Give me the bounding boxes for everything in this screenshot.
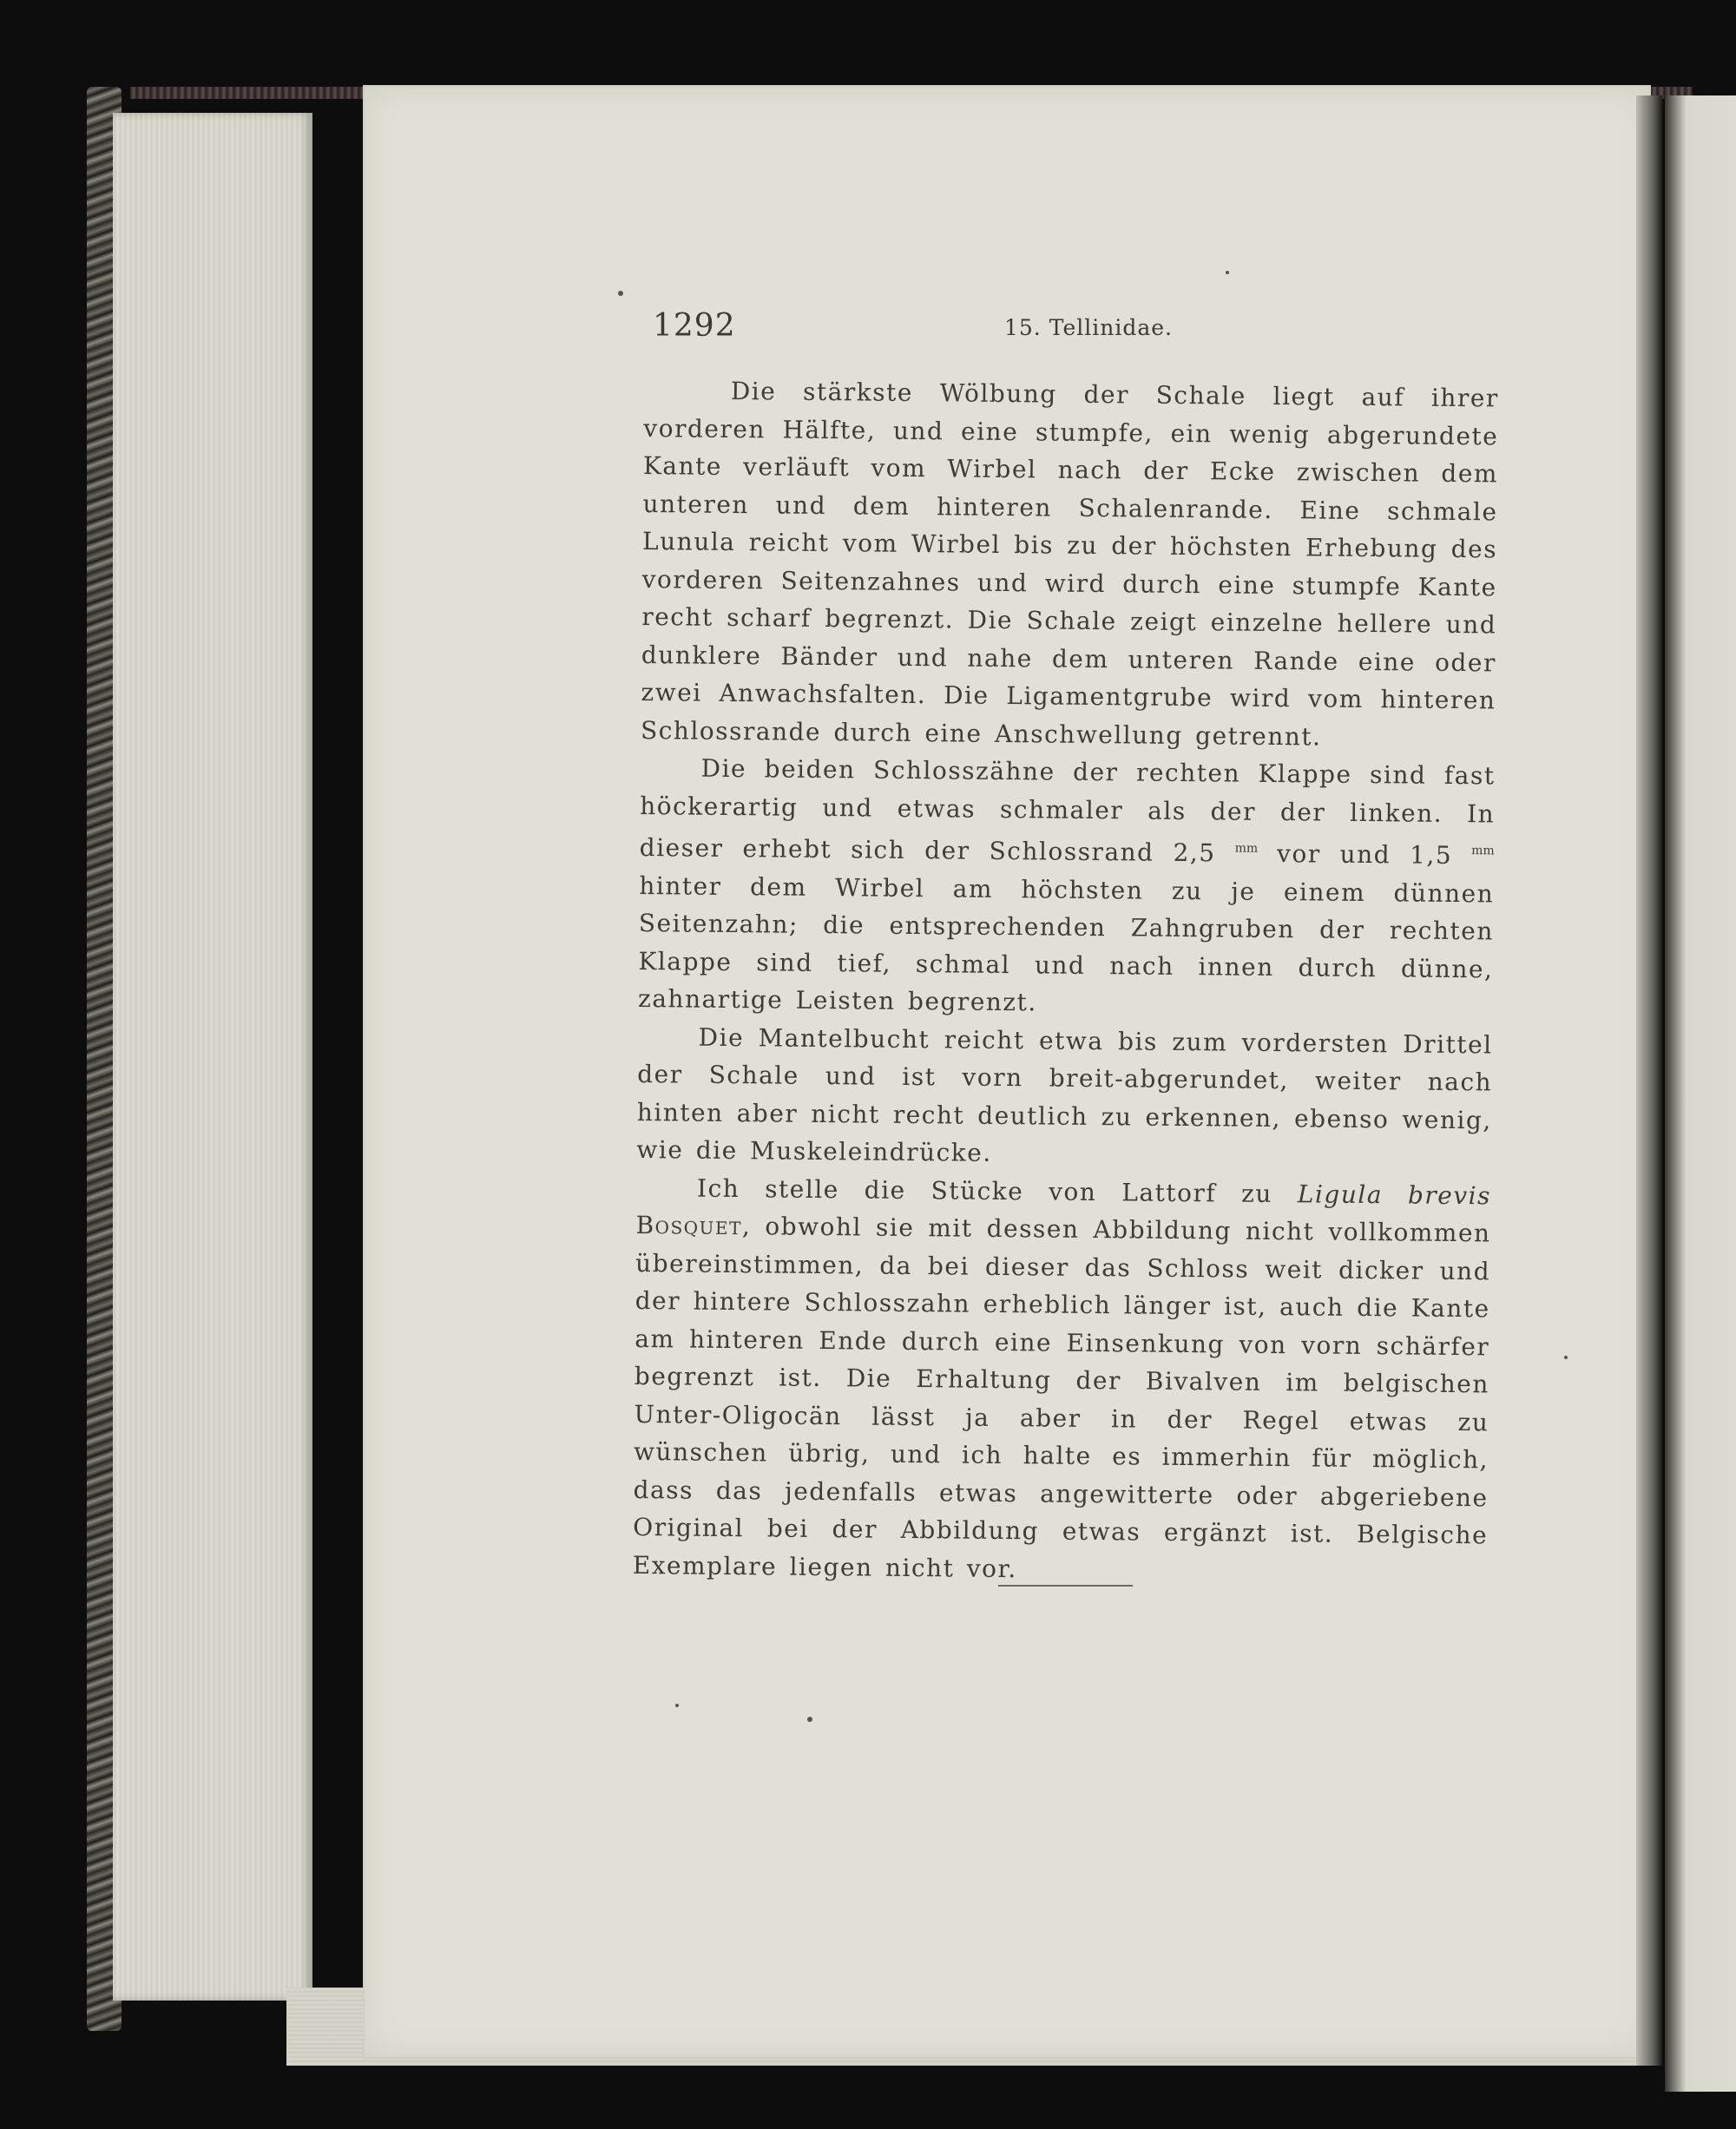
- unit-superscript: mm: [1234, 841, 1259, 856]
- paragraph-2-text-b: vor und 1,5: [1257, 838, 1472, 871]
- paragraph-2-text-c: hinter dem Wirbel am höchsten zu je einem dünnen Seitenzahn; die entsprechenden Zahngruben der rechten Klappe sind tief, schmal und nach innen durch dünne, zahnartige Leisten begrenzt.: [637, 871, 1495, 1017]
- paper-speck: [1226, 271, 1229, 274]
- facing-page-edge: [1665, 95, 1736, 2092]
- page-number: 1292: [653, 308, 736, 344]
- paper-speck: [807, 1717, 812, 1722]
- paragraph-4-text-b: , obwohl sie mit dessen Abbildung nicht vollkommen übereinstimmen, da bei dieser das Schloss weit dicker und der hintere Schlosszahn erheblich länger ist, auch die Kante am hinteren Ende durch eine Einsenkung von vorn schärfer begrenzt ist. Die Erhaltung der Bivalven im belgischen Unter-Oligocän lässt ja aber in der Regel etwas zu wünschen übrig, und ich halte es immerhin für möglich, dass das jedenfalls etwas angewitterte oder abgeriebene Original bei der Abbildung etwas ergänzt ist. Belgische Exemplare liegen nicht vor.: [632, 1212, 1491, 1583]
- paragraph-4: [633, 1168, 1492, 1592]
- species-name: Ligula brevis: [1297, 1179, 1492, 1210]
- paragraph-3: Die Mantelbucht reicht etwa bis zum vordersten Drittel der Schale und ist vorn breit-abgerundet, weiter nach hinten aber nicht recht deutlich zu erkennen, ebenso wenig, wie die Muskeleindrücke.: [636, 1022, 1493, 1167]
- paragraph-2-text-a: Die beiden Schlosszähne der rechten Klappe sind fast höckerartig und etwas schmaler als der der linken. In dieser erhebt sich der Schlossrand 2,5: [639, 753, 1496, 868]
- paper-speck: [675, 1704, 679, 1707]
- author-name: Bosquet: [635, 1210, 743, 1241]
- page-stack-left: [113, 113, 312, 2001]
- end-rule: [998, 1585, 1133, 1587]
- unit-superscript: mm: [1471, 844, 1495, 858]
- paragraph-1: Die stärkste Wölbung der Schale liegt auf ihrer vorderen Hälfte, und eine stumpfe, ein wenig abgerundete Kante verläuft vom Wirbel nach der Ecke zwischen dem unteren und dem hinteren Schalenrande. Eine schmale Lunula reicht vom Wirbel bis zu der höchsten Erhebung des vorderen Seitenzahnes und wird durch eine stumpfe Kante recht scharf begrenzt. Die Schale zeigt einzelne hellere und dunklere Bänder und nahe dem unteren Rande eine oder zwei Anwachsfalten. Die Ligamentgrube wird vom hinteren Schlossrande durch eine Anschwellung getrennt.: [640, 376, 1499, 752]
- paragraph-4-text-a: Ich stelle die Stücke von Lattorf zu: [696, 1173, 1299, 1208]
- paragraph-2: [638, 749, 1496, 1026]
- page-gutter-shadow: [1636, 95, 1662, 2066]
- paper-speck: [1564, 1356, 1568, 1359]
- paper-speck: [618, 291, 623, 296]
- running-head: [653, 308, 1508, 352]
- body-text: [633, 371, 1499, 1592]
- running-title: 15. Tellinidae.: [1004, 315, 1173, 340]
